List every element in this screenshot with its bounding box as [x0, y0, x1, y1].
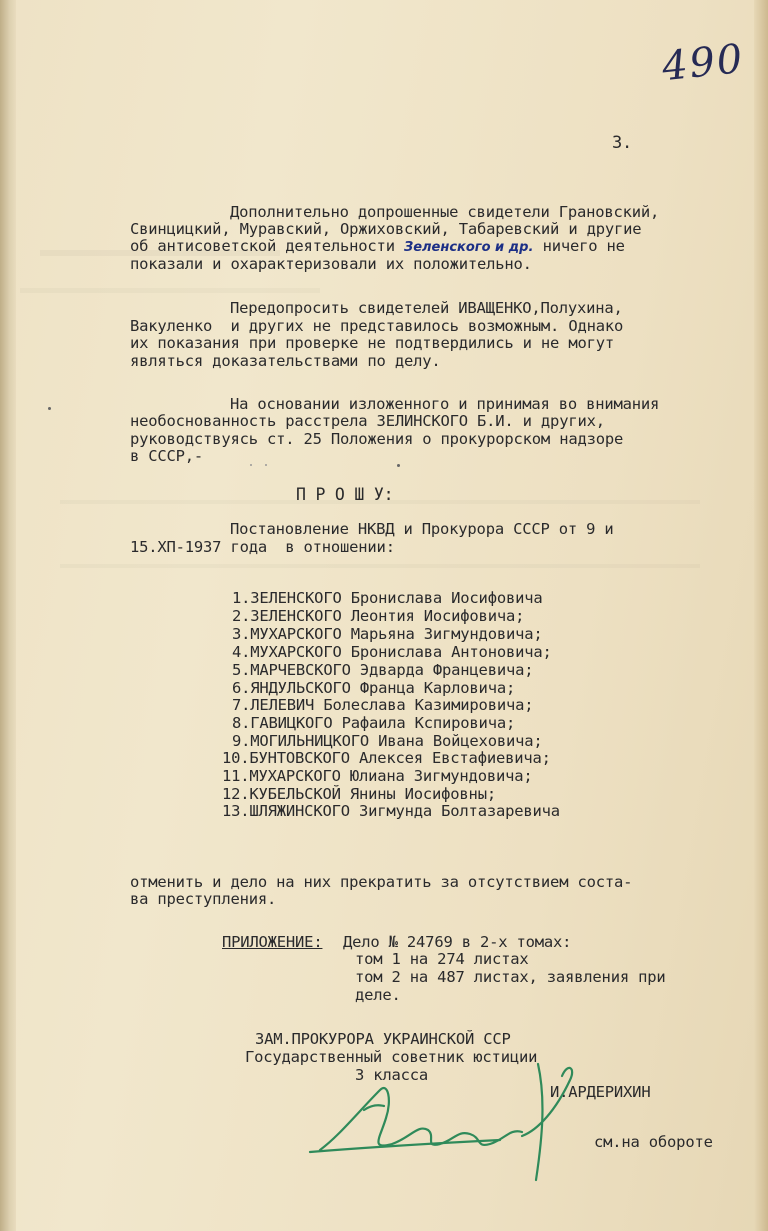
folio-number: 490 — [659, 35, 747, 91]
list-item: 6.ЯНДУЛЬСКОГО Франца Карловича; — [232, 679, 516, 697]
handwritten-insertion: Зеленского и др. — [403, 240, 534, 255]
paragraph-3-line-1: На основании изложенного и принимая во внимания — [230, 395, 660, 413]
list-item: 7.ЛЕЛЕВИЧ Болеслава Казимировича; — [232, 696, 534, 714]
paper-speck — [265, 464, 267, 466]
paper-speck — [48, 407, 51, 410]
list-item: 3.МУХАРСКОГО Марьяна Зигмундовича; — [232, 625, 543, 643]
paragraph-2-line-1: Передопросить свидетелей ИВАЩЕНКО,Полухина, — [230, 299, 623, 317]
list-item: 12.КУБЕЛЬСКОЙ Янины Иосифовны; — [222, 785, 496, 803]
paragraph-5-line-1: отменить и дело на них прекратить за отсутствием соста- — [130, 873, 633, 891]
list-item: 4.МУХАРСКОГО Бронислава Антоновича; — [232, 643, 552, 661]
paragraph-1-line-3-start: об антисоветской деятельности — [130, 237, 395, 255]
paragraph-3-line-4: в СССР,- — [130, 447, 204, 465]
request-heading: П Р О Ш У: — [296, 485, 394, 504]
paragraph-1-line-1: Дополнительно допрошенные свидетели Грановский, — [230, 203, 660, 221]
signature-stroke — [364, 1105, 384, 1110]
signatory-position-line-1: ЗАМ.ПРОКУРОРА УКРАИНСКОЙ ССР — [255, 1030, 511, 1048]
paragraph-2-line-4: являться доказательствами по делу. — [130, 352, 441, 370]
paragraph-4-line-1: Постановление НКВД и Прокурора СССР от 9 и — [230, 520, 614, 538]
list-item: 10.БУНТОВСКОГО Алексея Евстафиевича; — [222, 749, 551, 767]
list-item: 8.ГАВИЦКОГО Рафаила Кспировича; — [232, 714, 516, 732]
paragraph-3-line-2: необоснованность расстрела ЗЕЛИНСКОГО Б.И. и других, — [130, 412, 605, 430]
list-item: 2.ЗЕЛЕНСКОГО Леонтия Иосифовича; — [232, 607, 525, 625]
handwritten-signature — [300, 1040, 620, 1190]
paragraph-3-line-3: руководствуясь ст. 25 Положения о прокурорском надзоре — [130, 430, 624, 448]
signatory-position-line-3: 3 класса — [355, 1066, 429, 1084]
paragraph-1-line-3 — [130, 238, 625, 257]
paragraph-1-line-3-end: ничего не — [542, 237, 625, 255]
signatory-position-line-2: Государственный советник юстиции — [245, 1048, 538, 1066]
list-item: 1.ЗЕЛЕНСКОГО Бронислава Иосифовича — [232, 589, 543, 607]
paper-speck — [250, 464, 252, 466]
paper-speck — [397, 464, 400, 467]
paragraph-1-line-4: показали и охарактеризовали их положительно. — [130, 255, 532, 273]
page-binding — [0, 0, 16, 1231]
attachment-line-4: деле. — [355, 986, 401, 1004]
signature-stroke — [522, 1068, 572, 1136]
signature-stroke — [310, 1140, 500, 1152]
attachment-label: ПРИЛОЖЕНИЕ: — [222, 933, 323, 951]
reverse-side-note: см.на обороте — [594, 1133, 713, 1151]
list-item: 5.МАРЧЕВСКОГО Эдварда Францевича; — [232, 661, 534, 679]
paragraph-2-line-2: Вакуленко и других не представилось возможным. Однако — [130, 317, 624, 335]
page-number: 3. — [612, 133, 633, 153]
list-item: 9.МОГИЛЬНИЦКОГО Ивана Войцеховича; — [232, 732, 543, 750]
paragraph-2-line-3: их показания при проверке не подтвердились и не могут — [130, 334, 614, 352]
paragraph-4-line-2: 15.ХП-1937 года в отношении: — [130, 538, 395, 556]
paragraph-1-line-2: Свинцицкий, Муравский, Оржиховский, Табаревский и другие — [130, 220, 642, 238]
attachment-line-3: том 2 на 487 листах, заявления при — [355, 968, 666, 986]
paragraph-5-line-2: ва преступления. — [130, 890, 277, 908]
page-edge — [754, 0, 768, 1231]
list-item: 11.МУХАРСКОГО Юлиана Зигмундовича; — [222, 767, 533, 785]
list-item: 13.ШЛЯЖИНСКОГО Зигмунда Болтазаревича — [222, 802, 560, 820]
signatory-name: И.АРДЕРИХИН — [550, 1083, 651, 1101]
attachment-line-1: Дело № 24769 в 2-х томах: — [343, 933, 572, 951]
attachment-line-2: том 1 на 274 листах — [355, 950, 529, 968]
